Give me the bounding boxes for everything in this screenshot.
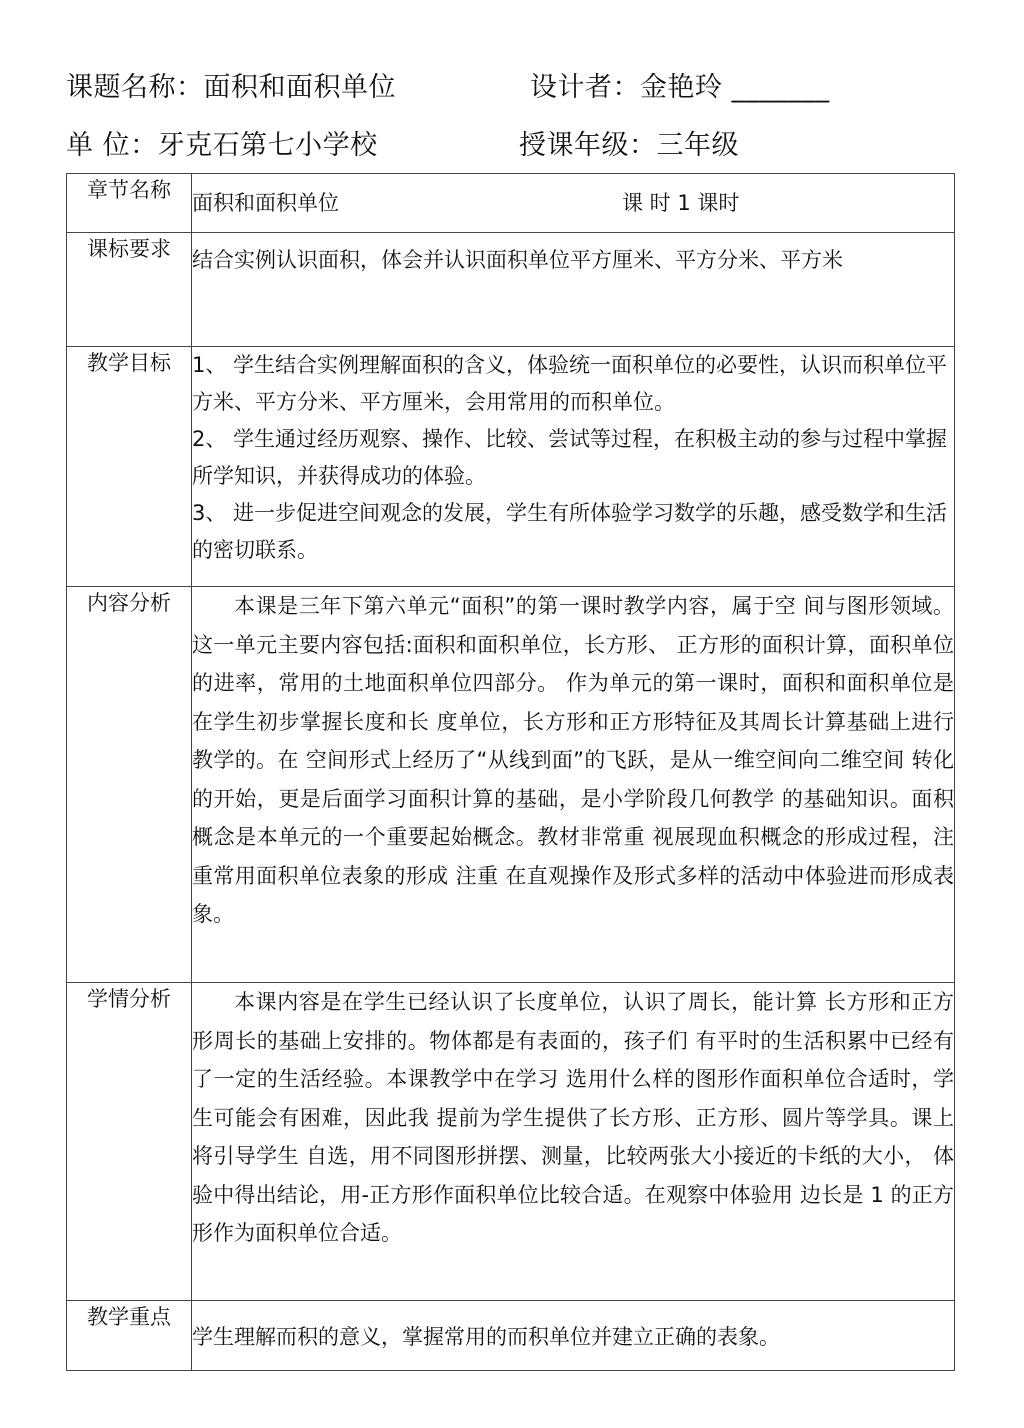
row-chapter bbox=[67, 174, 955, 233]
row-goals bbox=[67, 347, 955, 587]
content-label: 内容分析 bbox=[67, 587, 192, 983]
lesson-plan-table bbox=[66, 173, 955, 1371]
designer: 设计者：金艳玲 _______ bbox=[530, 72, 830, 103]
chapter-cell bbox=[192, 174, 955, 233]
keypoint-label: 教学重点 bbox=[67, 1301, 192, 1371]
row-content bbox=[67, 587, 955, 983]
goals-cell bbox=[192, 347, 955, 587]
school-unit: 单 位：牙克石第七小学校 bbox=[66, 130, 378, 161]
grade-level: 授课年级：三年级 bbox=[519, 130, 739, 161]
chapter-label: 章节名称 bbox=[67, 174, 192, 233]
standard-label: 课标要求 bbox=[67, 233, 192, 347]
goal-item: 2、 学生通过经历观察、操作、比较、尝试等过程，在积极主动的参与过程中掌握所学知识，并获得成功的体验。 bbox=[192, 427, 948, 488]
learners-text: 本课内容是在学生已经认识了长度单位，认识了周长，能计算 长方形和正方形周长的基础上安排的。物体都是有表面的，孩子们 有平时的生活积累中已经有了一定的生活经验。本课教学中在学习 选用什么样的图形作面积单位合适时，学生可能会有困难，因此我 提前为学生提供了长方形、正方形、圆片等学具。课上将引导学生 自选，用不同图形拼摆、测量，比较两张大小接近的卡纸的大小， 体验中得出结论，用-正方形作面积单位比较合适。在观察中体验用 边长是 1 的正方形作为面积单位合适。 bbox=[192, 983, 955, 1301]
standard-text: 结合实例认识面积，体会并认识面积单位平方厘米、平方分米、平方米 bbox=[192, 233, 955, 347]
keypoint-text: 学生理解而积的意义，掌握常用的而积单位并建立正确的表象。 bbox=[192, 1301, 955, 1371]
row-learners bbox=[67, 983, 955, 1301]
goals-label: 教学目标 bbox=[67, 347, 192, 587]
lesson-title: 课题名称：面积和面积单位 bbox=[66, 72, 396, 103]
learners-label: 学情分析 bbox=[67, 983, 192, 1301]
chapter-name: 面积和面积单位 bbox=[192, 191, 339, 215]
row-standard bbox=[67, 233, 955, 347]
class-hours: 课 时 1 课时 bbox=[622, 191, 740, 215]
goal-item: 1、 学生结合实例理解面积的含义，体验统一面积单位的必要性，认识而积单位平方米、平方分米、平方厘米，会用常用的而积单位。 bbox=[192, 353, 948, 414]
row-keypoint bbox=[67, 1301, 955, 1371]
content-text: 本课是三年下第六单元“面积”的第一课时教学内容，属于空 间与图形领域。这一单元主要内容包括:面积和面积单位，长方形、 正方形的面积计算，面积单位的进率，常用的土地面积单位四部分。 作为单元的第一课时，面积和面积单位是在学生初步掌握长度和长 度单位，长方形和正方形特征及其周长计算基础上进行教学的。在 空间形式上经历了“从线到面”的飞跃，是从一维空间向二维空间 转化的开始，更是后面学习面积计算的基础，是小学阶段几何教学 的基础知识。面积概念是本单元的一个重要起始概念。教材非常重 视展现血积概念的形成过程，注重常用面积单位表象的形成 注重 在直观操作及形式多样的活动中体验进而形成表象。 bbox=[192, 587, 955, 983]
goal-item: 3、 进一步促进空间观念的发展，学生有所体验学习数学的乐趣，感受数学和生活的密切联系。 bbox=[192, 501, 948, 562]
